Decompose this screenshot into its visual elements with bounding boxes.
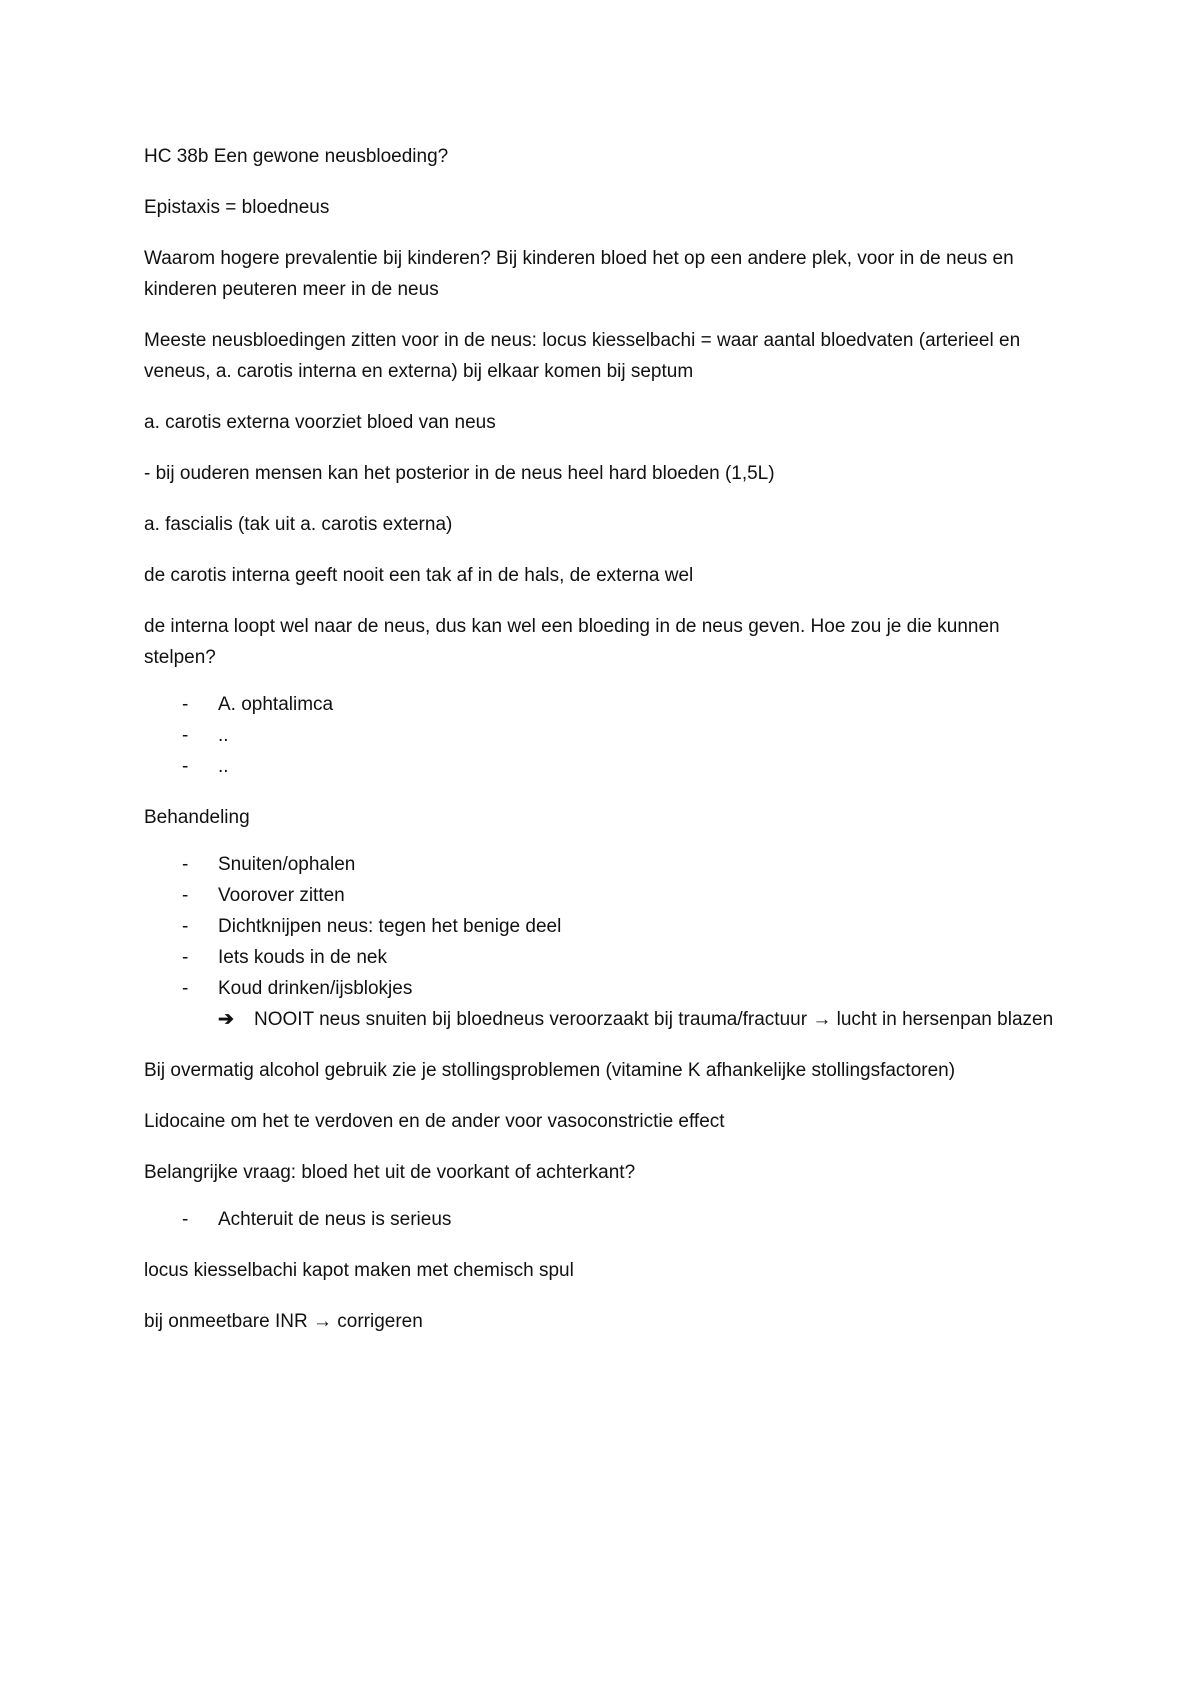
list-item-text: ..	[218, 756, 229, 777]
list-item	[144, 911, 1064, 942]
list-item	[144, 880, 1064, 911]
list-stelpen	[144, 689, 1064, 782]
paragraph-ouderen: - bij ouderen mensen kan het posterior in de neus heel hard bloeden (1,5L)	[144, 463, 775, 484]
dash-bullet: -	[182, 725, 189, 746]
dash-bullet: -	[182, 916, 189, 937]
paragraph-interna-neus: de interna loopt wel naar de neus, dus kan wel een bloeding in de neus geven. Hoe zou je die kunnen stelpen?	[144, 616, 1000, 668]
list-item-text: ..	[218, 725, 229, 746]
list-item-text: Dichtknijpen neus: tegen het benige deel	[218, 916, 562, 937]
list-item	[144, 1204, 1064, 1235]
paragraph-inr: bij onmeetbare INR → corrigeren	[144, 1311, 423, 1332]
arrow-right-icon: ➔	[218, 1009, 234, 1030]
dash-bullet: -	[182, 947, 189, 968]
list-item-text: Voorover zitten	[218, 885, 345, 906]
list-item-arrow	[144, 1004, 1064, 1035]
paragraph-locus: Meeste neusbloedingen zitten voor in de neus: locus kiesselbachi = waar aantal bloedvaten (arterieel en veneus, a. carotis interna en externa) bij elkaar komen bij septum	[144, 330, 1021, 382]
list-item	[144, 942, 1064, 973]
list-item-text: Koud drinken/ijsblokjes	[218, 978, 413, 999]
paragraph-carotis-externa: a. carotis externa voorziet bloed van neus	[144, 412, 496, 433]
paragraph-fascialis: a. fascialis (tak uit a. carotis externa)	[144, 514, 453, 535]
document-title: HC 38b Een gewone neusbloeding?	[144, 146, 449, 167]
paragraph-lidocaine: Lidocaine om het te verdoven en de ander voor vasoconstrictie effect	[144, 1111, 725, 1132]
list-item	[144, 973, 1064, 1004]
paragraph-chemisch: locus kiesselbachi kapot maken met chemisch spul	[144, 1260, 574, 1281]
paragraph-alcohol: Bij overmatig alcohol gebruik zie je stollingsproblemen (vitamine K afhankelijke stollingsfactoren)	[144, 1060, 956, 1081]
list-item-text: Snuiten/ophalen	[218, 854, 356, 875]
list-item	[144, 751, 1064, 782]
list-behandeling	[144, 849, 1064, 1035]
list-item-text: NOOIT neus snuiten bij bloedneus veroorzaakt bij trauma/fractuur → lucht in hersenpan blazen	[254, 1009, 1054, 1030]
heading-behandeling: Behandeling	[144, 807, 250, 828]
paragraph-vraag: Belangrijke vraag: bloed het uit de voorkant of achterkant?	[144, 1162, 636, 1183]
document-body	[144, 141, 1064, 1357]
dash-bullet: -	[182, 854, 189, 875]
paragraph-epistaxis: Epistaxis = bloedneus	[144, 197, 330, 218]
dash-bullet: -	[182, 1209, 189, 1230]
list-item	[144, 689, 1064, 720]
paragraph-carotis-interna: de carotis interna geeft nooit een tak af in de hals, de externa wel	[144, 565, 694, 586]
list-achteruit	[144, 1204, 1064, 1235]
list-item	[144, 849, 1064, 880]
dash-bullet: -	[182, 756, 189, 777]
list-item	[144, 720, 1064, 751]
dash-bullet: -	[182, 694, 189, 715]
dash-bullet: -	[182, 978, 189, 999]
dash-bullet: -	[182, 885, 189, 906]
list-item-text: A. ophtalimca	[218, 694, 334, 715]
list-item-text: Iets kouds in de nek	[218, 947, 387, 968]
paragraph-prevalence: Waarom hogere prevalentie bij kinderen? Bij kinderen bloed het op een andere plek, voor in de neus en kinderen peuteren meer in de neus	[144, 248, 1014, 300]
list-item-text: Achteruit de neus is serieus	[218, 1209, 452, 1230]
